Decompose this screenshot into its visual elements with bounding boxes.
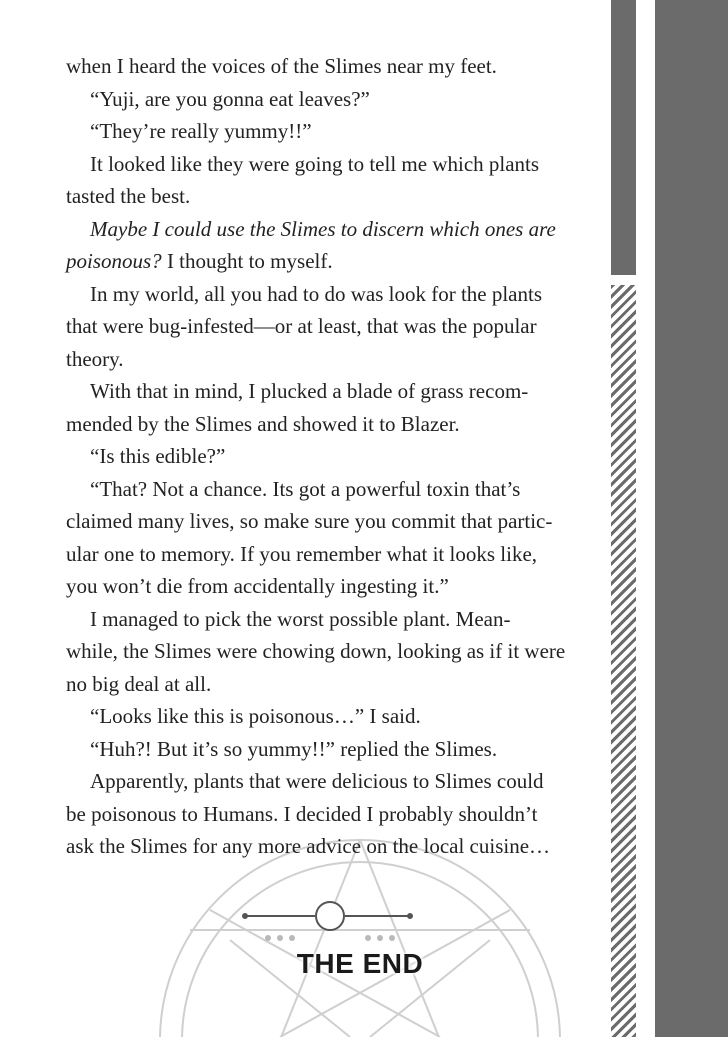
text-line: tasted the best.	[66, 184, 191, 208]
text-line: ular one to memory. If you remember what it looks like,	[66, 541, 538, 566]
outer-side-bar	[655, 0, 728, 1037]
text-line: theory.	[66, 346, 124, 371]
italic-thought: poisonous?	[66, 249, 162, 273]
text-line: “Looks like this is poisonous…” I said.	[90, 704, 421, 728]
the-end-title: THE END	[296, 948, 424, 979]
text-line: when I heard the voices of the Slimes near my feet.	[66, 54, 497, 78]
text-line	[66, 245, 586, 278]
text-line: “Huh?! But it’s so yummy!!” replied the Slimes.	[90, 736, 498, 761]
text-line: Apparently, plants that were delicious to Slimes could	[90, 769, 544, 793]
text-line: I managed to pick the worst possible plant. Mean-	[90, 606, 511, 631]
text-line: you won’t die from accidentally ingesting it.”	[66, 574, 449, 598]
text-line: “They’re really yummy!!”	[90, 119, 312, 143]
text-line: claimed many lives, so make sure you commit that partic-	[66, 509, 553, 533]
text-line: In my world, all you had to do was look for the plants	[90, 281, 543, 306]
text-span: I thought to myself.	[161, 249, 333, 273]
text-line: “That? Not a chance. Its got a powerful toxin that’s	[90, 476, 521, 501]
text-line-italic: Maybe I could use the Slimes to discern which ones are	[90, 216, 556, 241]
inner-side-bar	[611, 0, 636, 275]
text-line: while, the Slimes were chowing down, looking as if it were	[66, 639, 566, 663]
text-line: It looked like they were going to tell me which plants	[90, 151, 540, 176]
text-line: “Yuji, are you gonna eat leaves?”	[90, 86, 370, 111]
story-text	[66, 50, 586, 863]
text-line: “Is this edible?”	[90, 444, 226, 468]
text-line: With that in mind, I plucked a blade of grass recom-	[90, 379, 529, 403]
text-line: ask the Slimes for any more advice on the local cuisine…	[66, 834, 551, 858]
text-line: no big deal at all.	[66, 671, 212, 696]
text-line: that were bug-infested—or at least, that was the popular	[66, 314, 537, 338]
text-line: mended by the Slimes and showed it to Blazer.	[66, 411, 460, 436]
striped-side-bar	[611, 285, 636, 1037]
text-line: be poisonous to Humans. I decided I probably shouldn’t	[66, 801, 538, 826]
